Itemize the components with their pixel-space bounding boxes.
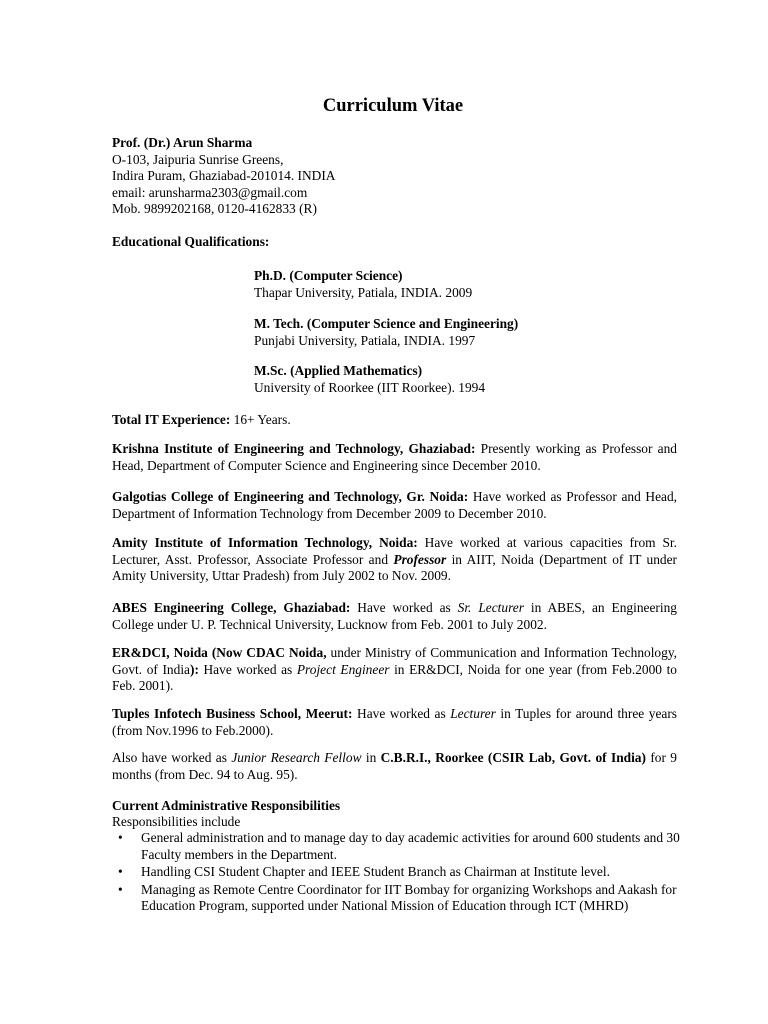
contact-block (112, 135, 672, 218)
address-line-2: Indira Puram, Ghaziabad-201014. INDIA (112, 168, 336, 183)
position-cbri (112, 750, 677, 783)
position-kiet (112, 441, 677, 474)
experience-label: Total IT Experience: (112, 412, 231, 427)
education-heading: Educational Qualifications: (112, 234, 270, 249)
position-emphasis: Project Engineer (296, 661, 390, 677)
position-text: Have worked at various capacities from Sr. Lecturer, Asst. Professor, Associate Professor and (112, 535, 677, 567)
position-org: ABES Engineering College, Ghaziabad: (112, 600, 351, 615)
position-text: Have worked as (352, 706, 451, 721)
bullet-icon: • (118, 864, 123, 879)
position-text: under Ministry of Communication and Information Technology, Govt. of India (112, 645, 677, 677)
degree-title: Ph.D. (Computer Science) (254, 268, 403, 283)
position-emphasis: Lecturer (450, 706, 496, 721)
position-org: Amity Institute of Information Technology, Noida: (112, 535, 418, 550)
position-text: in AIIT, Noida (Department of IT under Amity University, Uttar Pradesh) from July 2002 to Nov. 2009. (112, 551, 677, 583)
list-item-text: Handling CSI Student Chapter and IEEE Student Branch as Chairman at Institute level. (141, 864, 610, 879)
responsibilities-list (112, 830, 682, 916)
page-title: Curriculum Vitae (322, 96, 464, 116)
bullet-icon: • (118, 830, 123, 845)
position-org-end: ): (190, 661, 199, 677)
contact-email: email: arunsharma2303@gmail.com (112, 184, 308, 200)
responsibilities-heading (112, 798, 340, 815)
position-emphasis: Sr. Lecturer (457, 600, 524, 615)
bullet-icon: • (118, 881, 123, 897)
position-text: in ABES, an Engineering College under U. P. Technical University, Lucknow from Feb. 2001 to July 2002. (112, 600, 677, 632)
list-item (112, 830, 682, 863)
position-org: ER&DCI, Noida (Now CDAC Noida, (112, 645, 327, 660)
contact-phone: Mob. 9899202168, 0120-4162833 (R) (112, 201, 317, 216)
degree-institution: University of Roorkee (IIT Roorkee). 1994 (254, 379, 486, 395)
position-text: in Tuples for around three years (from Nov.1996 to Feb.2000). (112, 706, 677, 738)
position-emphasis: Junior Research Fellow (231, 750, 362, 765)
position-text: Have worked as Professor and Head, Department of Information Technology from December 2009 to December 2010. (112, 489, 678, 521)
qualification-msc (254, 363, 684, 396)
qualification-phd (254, 268, 684, 301)
position-erdci (112, 645, 677, 695)
position-emphasis: Professor (393, 551, 447, 567)
position-org: Krishna Institute of Engineering and Technology, Ghaziabad: (112, 441, 476, 456)
position-text: Presently working as Professor and Head, Department of Computer Science and Engineering since December 2010. (112, 441, 677, 473)
contact-name: Prof. (Dr.) Arun Sharma (112, 135, 253, 150)
position-org: Tuples Infotech Business School, Meerut: (112, 706, 353, 721)
address-line-1: O-103, Jaipuria Sunrise Greens, (112, 151, 284, 167)
position-text: Also have worked as (112, 750, 232, 765)
degree-institution: Thapar University, Patiala, INDIA. 2009 (254, 284, 473, 300)
qualification-mtech (254, 316, 684, 349)
position-galgotias (112, 489, 677, 522)
experience-value: 16+ Years. (230, 412, 291, 427)
position-text: in (361, 750, 381, 765)
responsibilities-heading-text: Current Administrative Responsibilities (112, 798, 341, 813)
position-org: Galgotias College of Engineering and Technology, Gr. Noida: (112, 489, 469, 504)
position-org: C.B.R.I., Roorkee (CSIR Lab, Govt. of India) (380, 750, 646, 765)
list-item-text: General administration and to manage day to day academic activities for around 600 students and 30 Faculty members in the Department. (141, 830, 680, 862)
total-experience (112, 412, 291, 429)
position-text: Have worked as (350, 600, 458, 615)
degree-title: M. Tech. (Computer Science and Engineering) (254, 316, 519, 331)
degree-institution: Punjabi University, Patiala, INDIA. 1997 (254, 332, 476, 348)
position-amity (112, 535, 677, 585)
position-abes (112, 600, 677, 633)
responsibilities-intro: Responsibilities include (112, 814, 241, 829)
position-text: in ER&DCI, Noida for one year (from Feb.2000 to Feb. 2001). (112, 661, 677, 693)
position-text: for 9 months (from Dec. 94 to Aug. 95). (112, 750, 677, 782)
list-item-text: Managing as Remote Centre Coordinator for IIT Bombay for organizing Workshops and Aakash for Education Program, supported under National Mission of Education through ICT (MHRD) (141, 881, 677, 913)
position-tuples (112, 706, 677, 739)
list-item (112, 864, 682, 881)
list-item (112, 882, 682, 915)
position-text: Have worked as (198, 661, 297, 677)
degree-title: M.Sc. (Applied Mathematics) (254, 363, 423, 378)
